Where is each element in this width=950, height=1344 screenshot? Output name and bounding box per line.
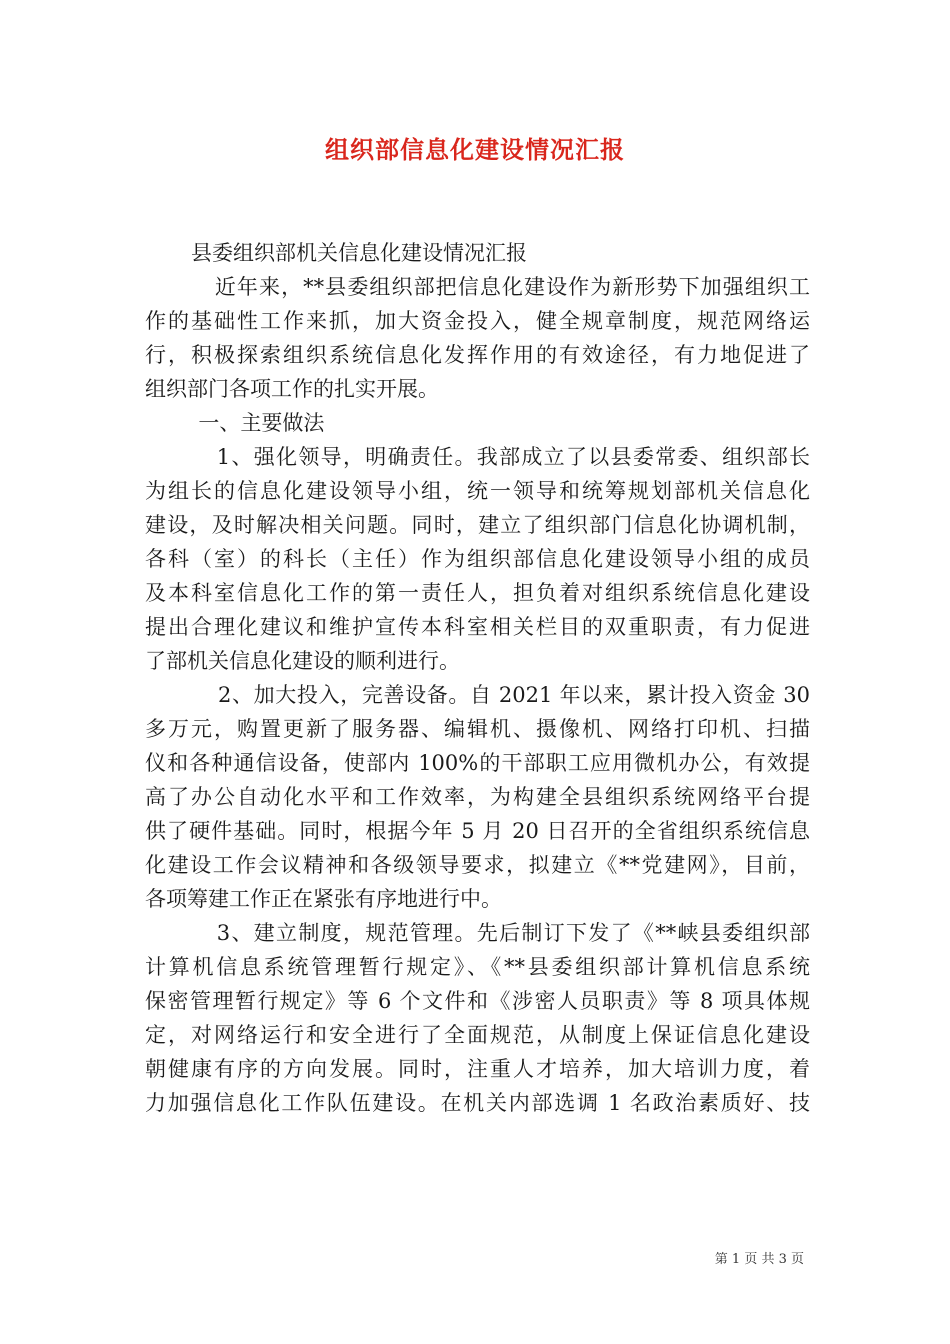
paragraph-line: 各科（室）的科长（主任）作为组织部信息化建设领导小组的成员 <box>145 547 810 571</box>
paragraph-item-1 <box>145 440 810 678</box>
paragraph-line: 高了办公自动化水平和工作效率，为构建全县组织系统网络平台提 <box>145 785 810 809</box>
paragraph-line: 1、强化领导，明确责任。我部成立了以县委常委、组织部长 <box>145 445 810 469</box>
section-heading-line: 一、主要做法 <box>145 411 325 435</box>
paragraph-line: 了部机关信息化建设的顺利进行。 <box>145 649 460 673</box>
section-heading <box>145 406 810 440</box>
paragraph-line: 供了硬件基础。同时，根据今年 5 月 20 日召开的全省组织系统信息 <box>145 819 810 843</box>
document-subtitle: 县委组织部机关信息化建设情况汇报 <box>191 241 527 265</box>
paragraph-line: 行，积极探索组织系统信息化发挥作用的有效途径，有力地促进了 <box>145 343 810 367</box>
paragraph-line: 组织部门各项工作的扎实开展。 <box>145 377 439 401</box>
paragraph-line: 保密管理暂行规定》等 6 个文件和《涉密人员职责》等 8 项具体规 <box>145 989 810 1013</box>
paragraph-line: 3、建立制度，规范管理。先后制订下发了《**峡县委组织部 <box>145 921 810 945</box>
paragraph-line: 定，对网络运行和安全进行了全面规范，从制度上保证信息化建设 <box>145 1023 810 1047</box>
paragraph-line: 计算机信息系统管理暂行规定》、《**县委组织部计算机信息系统 <box>145 955 810 979</box>
page-number-footer: 第 1 页 共 3 页 <box>714 1252 804 1267</box>
paragraph-line: 建设，及时解决相关问题。同时，建立了组织部门信息化协调机制， <box>145 513 810 537</box>
document-body <box>145 236 810 1120</box>
paragraph-line: 2、加大投入，完善设备。自 2021 年以来，累计投入资金 30 <box>145 683 810 707</box>
paragraph-item-3 <box>145 916 810 1120</box>
paragraph-item-2 <box>145 678 810 916</box>
paragraph-line: 为组长的信息化建设领导小组，统一领导和统筹规划部机关信息化 <box>145 479 810 503</box>
paragraph-line: 仪和各种通信设备，使部内 100%的干部职工应用微机办公，有效提 <box>145 751 810 775</box>
paragraph-line: 提出合理化建议和维护宣传本科室相关栏目的双重职责，有力促进 <box>145 615 810 639</box>
paragraph-line: 朝健康有序的方向发展。同时，注重人才培养，加大培训力度，着 <box>145 1057 810 1081</box>
paragraph-line: 作的基础性工作来抓，加大资金投入，健全规章制度，规范网络运 <box>145 309 810 333</box>
page-title: 组织部信息化建设情况汇报 <box>325 135 625 164</box>
paragraph-line: 近年来，**县委组织部把信息化建设作为新形势下加强组织工 <box>145 275 810 299</box>
paragraph-line: 及本科室信息化工作的第一责任人，担负着对组织系统信息化建设 <box>145 581 810 605</box>
paragraph-line: 化建设工作会议精神和各级领导要求，拟建立《**党建网》，目前， <box>145 853 810 877</box>
paragraph-line: 各项筹建工作正在紧张有序地进行中。 <box>145 887 502 911</box>
paragraph-line: 力加强信息化工作队伍建设。在机关内部选调 1 名政治素质好、技 <box>145 1091 810 1115</box>
paragraph-intro <box>145 270 810 406</box>
paragraph-line: 多万元，购置更新了服务器、编辑机、摄像机、网络打印机、扫描 <box>145 717 810 741</box>
